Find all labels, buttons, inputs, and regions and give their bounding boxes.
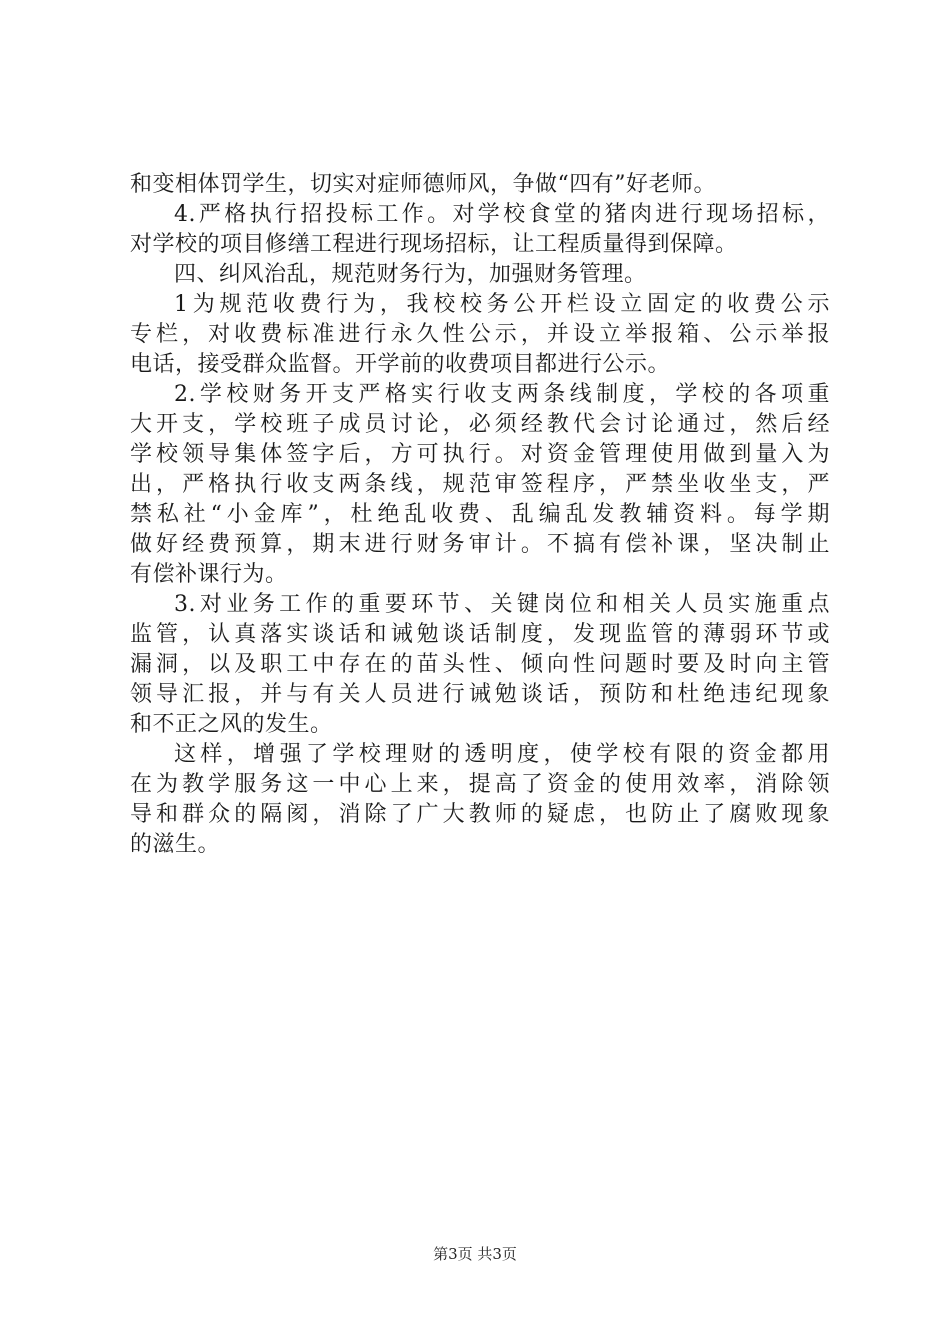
- text-line: 大开支，学校班子成员讨论，必须经教代会讨论通过，然后经: [130, 412, 830, 437]
- text-line: 监管，认真落实谈话和诫勉谈话制度，发现监管的薄弱环节或: [130, 622, 830, 647]
- paragraph-bidding: [130, 200, 830, 260]
- text-line: 2.学校财务开支严格实行收支两条线制度，学校的各项重: [174, 382, 830, 407]
- paragraph-heading-four: [130, 260, 830, 290]
- text-line: 专栏，对收费标准进行永久性公示，并设立举报箱、公示举报: [130, 322, 830, 347]
- paragraph-continuation: [130, 170, 830, 200]
- text-line: 的滋生。: [130, 832, 221, 857]
- paragraph-conclusion: [130, 740, 830, 860]
- paragraph-fees: [130, 290, 830, 380]
- text-line: 对学校的项目修缮工程进行现场招标，让工程质量得到保障。: [130, 232, 738, 257]
- text-line: 导和群众的隔阂，消除了广大教师的疑虑，也防止了腐败现象: [130, 802, 830, 827]
- page-number: 第3页 共3页: [433, 1245, 517, 1263]
- text-line: 学校领导集体签字后，方可执行。对资金管理使用做到量入为: [130, 442, 830, 467]
- text-line: 漏洞，以及职工中存在的苗头性、倾向性问题时要及时向主管: [130, 652, 830, 677]
- text-line: 禁私社“小金库”，杜绝乱收费、乱编乱发教辅资料。每学期: [130, 502, 830, 527]
- page-footer: [0, 1243, 950, 1264]
- document-body: [130, 170, 830, 860]
- text-line: 领导汇报，并与有关人员进行诫勉谈话，预防和杜绝违纪现象: [130, 682, 830, 707]
- text-line: 四、纠风治乱，规范财务行为，加强财务管理。: [174, 262, 647, 287]
- text-line: 做好经费预算，期末进行财务审计。不搞有偿补课，坚决制止: [130, 532, 830, 557]
- paragraph-expenditure: [130, 380, 830, 590]
- text-line: 电话，接受群众监督。开学前的收费项目都进行公示。: [130, 352, 671, 377]
- text-line: 和变相体罚学生，切实对症师德师风，争做“四有”好老师。: [130, 172, 716, 197]
- text-line: 在为教学服务这一中心上来，提高了资金的使用效率，消除领: [130, 772, 830, 797]
- text-line: 4.严格执行招投标工作。对学校食堂的猪肉进行现场招标，: [174, 202, 830, 227]
- text-line: 3.对业务工作的重要环节、关键岗位和相关人员实施重点: [174, 592, 830, 617]
- text-line: 有偿补课行为。: [130, 562, 288, 587]
- text-line: 和不正之风的发生。: [130, 712, 333, 737]
- text-line: 1为规范收费行为，我校校务公开栏设立固定的收费公示: [174, 292, 830, 317]
- paragraph-supervision: [130, 590, 830, 740]
- text-line: 这样，增强了学校理财的透明度，使学校有限的资金都用: [174, 742, 830, 767]
- text-line: 出，严格执行收支两条线，规范审签程序，严禁坐收坐支，严: [130, 472, 830, 497]
